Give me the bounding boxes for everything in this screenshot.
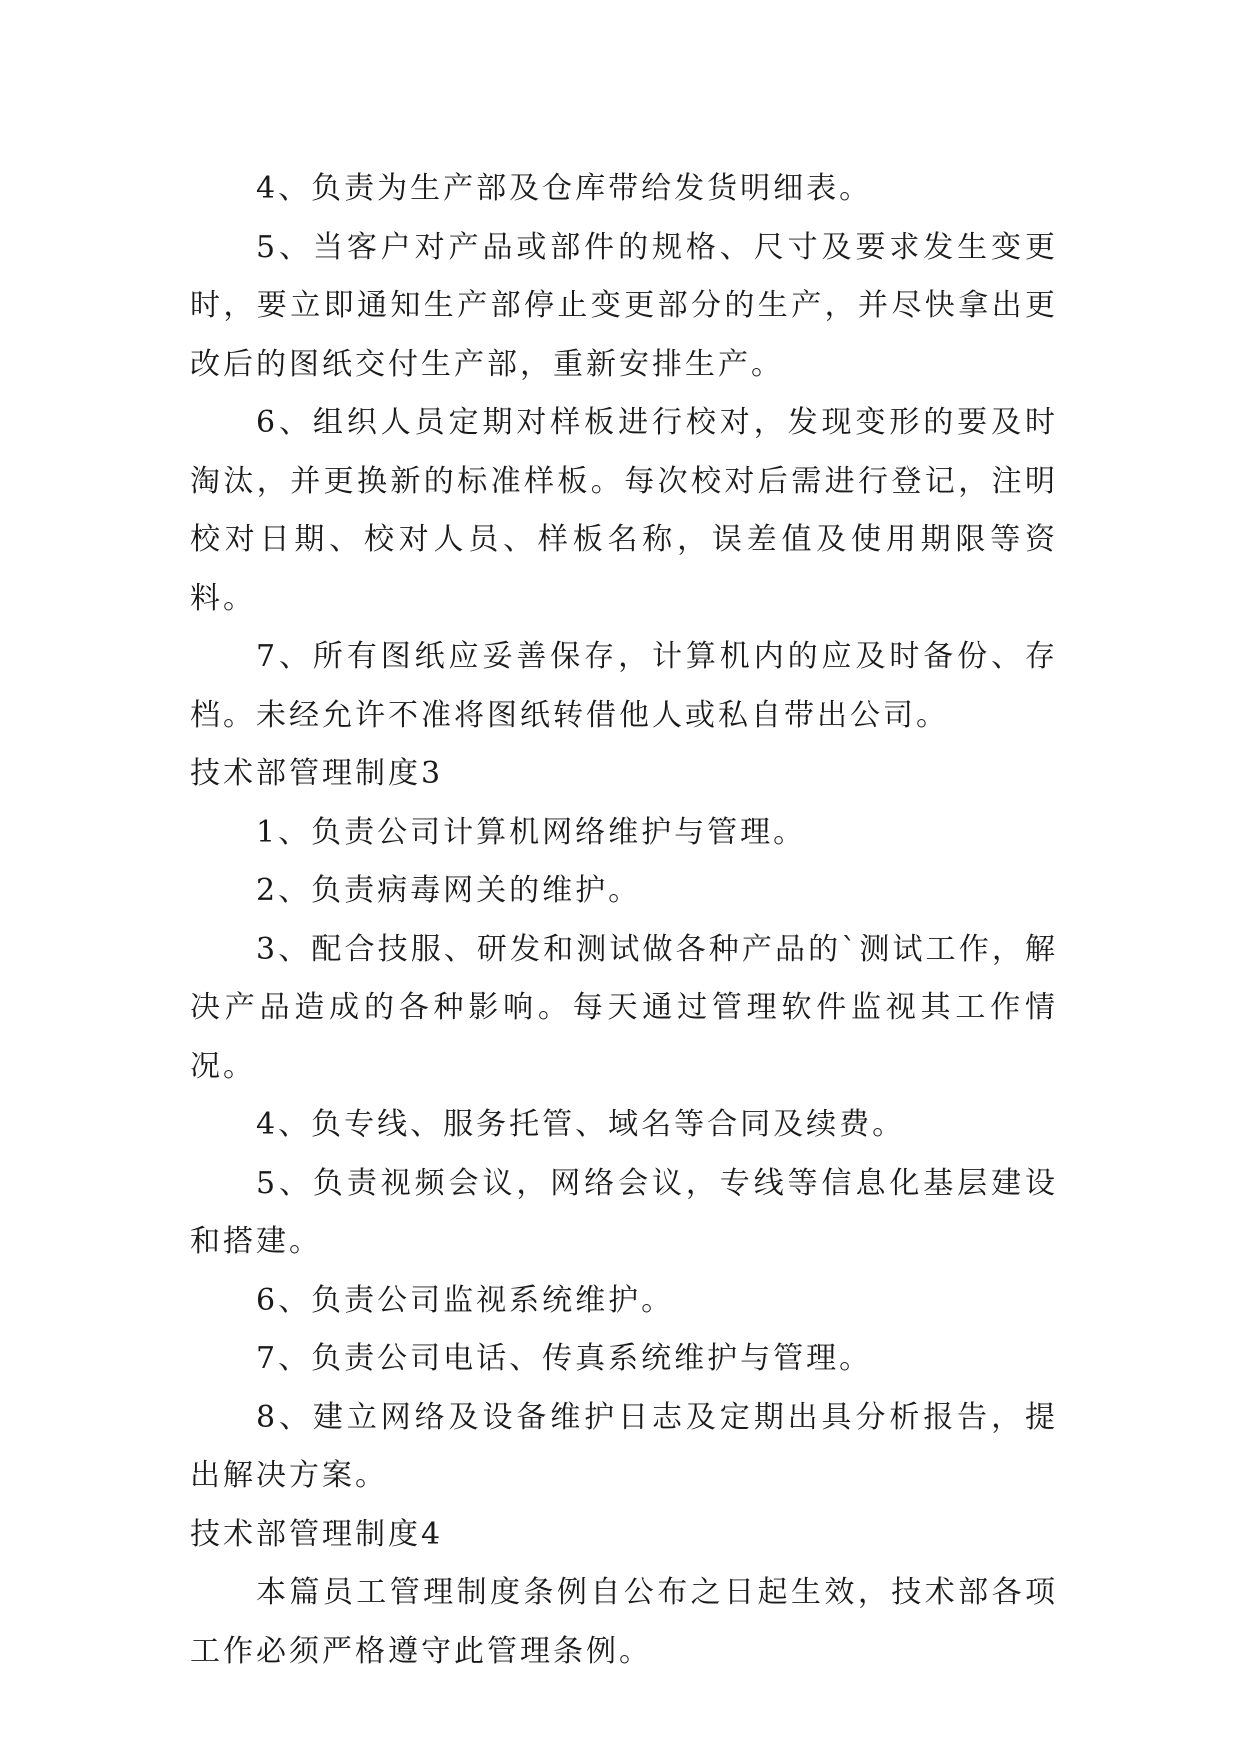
paragraph-4-effective: 本篇员工管理制度条例自公布之日起生效，技术部各项工作必须严格遵守此管理条例。 [190,1575,1058,1669]
paragraph-3-8-maintenance-log: 8、建立网络及设备维护日志及定期出具分析报告，提出解决方案。 [190,1399,1058,1493]
paragraph-6-template-check: 6、组织人员定期对样板进行校对，发现变形的要及时淘汰，并更换新的标准样板。每次校对后需进行登记，注明校对日期、校对人员、样板名称，误差值及使用期限等资料。 [190,405,1058,616]
paragraph-4-shipping-list: 4、负责为生产部及仓库带给发货明细表。 [256,171,873,206]
paragraph-3-7-phone-fax: 7、负责公司电话、传真系统维护与管理。 [256,1341,873,1376]
section-heading-4: 技术部管理制度4 [190,1516,444,1552]
paragraph-5-spec-change: 5、当客户对产品或部件的规格、尺寸及要求发生变更时，要立即通知生产部停止变更部分的生产，并尽快拿出更改后的图纸交付生产部，重新安排生产。 [190,229,1058,382]
paragraph-3-1-network: 1、负责公司计算机网络维护与管理。 [256,814,807,850]
paragraph-7-drawing-storage: 7、所有图纸应妥善保存，计算机内的应及时备份、存档。未经允许不准将图纸转借他人或私自带出公司。 [190,639,1058,733]
paragraph-3-2-virus-gateway: 2、负责病毒网关的维护。 [256,873,642,908]
paragraph-3-6-monitoring: 6、负责公司监视系统维护。 [256,1282,675,1318]
section-heading-3: 技术部管理制度3 [190,756,444,791]
paragraph-3-4-contracts: 4、负专线、服务托管、域名等合同及续费。 [256,1107,906,1142]
paragraph-3-3-testing: 3、配合技服、研发和测试做各种产品的`测试工作，解决产品造成的各种影响。每天通过管理软件监视其工作情况。 [190,931,1058,1084]
document-body [190,160,1058,1681]
paragraph-3-5-video-conference: 5、负责视频会议，网络会议，专线等信息化基层建设和搭建。 [190,1165,1058,1259]
